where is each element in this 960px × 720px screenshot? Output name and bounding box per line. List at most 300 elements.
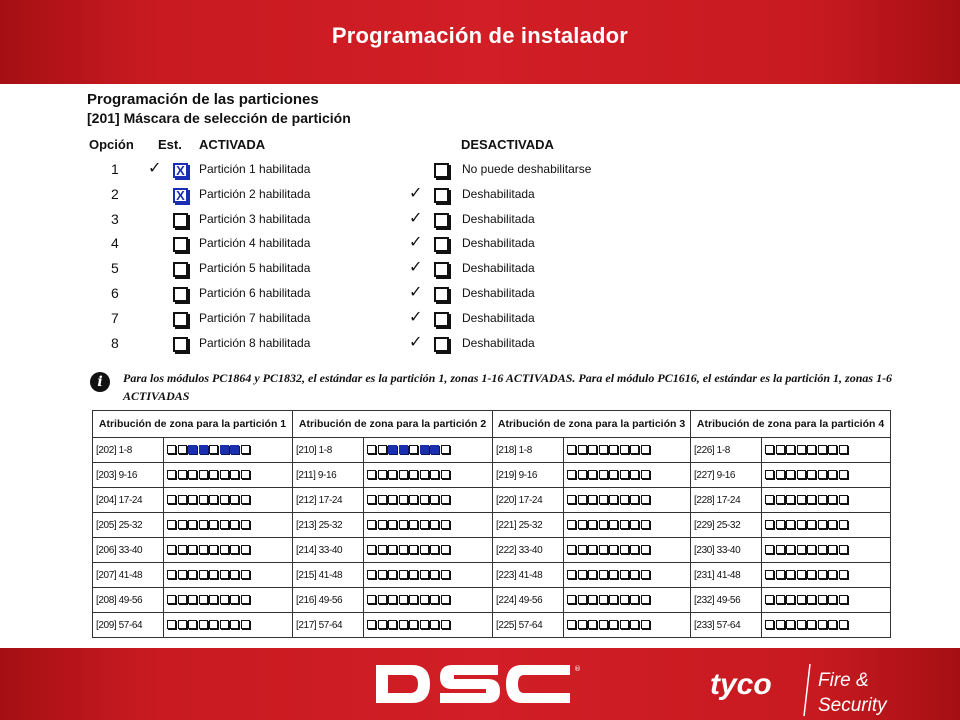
disabled-checkbox[interactable] bbox=[434, 213, 449, 228]
zone-checkbox[interactable] bbox=[828, 595, 837, 604]
zone-checkbox[interactable] bbox=[378, 620, 387, 629]
zone-checkbox[interactable] bbox=[630, 445, 639, 454]
zone-checkbox[interactable] bbox=[786, 620, 795, 629]
zone-checkbox-group bbox=[564, 488, 691, 513]
zone-checkbox[interactable] bbox=[430, 520, 439, 529]
zone-table-row bbox=[93, 438, 891, 463]
zone-checkbox[interactable] bbox=[588, 545, 597, 554]
zone-checkbox[interactable] bbox=[409, 495, 418, 504]
zone-checkbox[interactable] bbox=[828, 570, 837, 579]
zone-checkbox[interactable] bbox=[578, 495, 587, 504]
zone-checkbox[interactable] bbox=[420, 620, 429, 629]
zone-section-label: [205] 25-32 bbox=[93, 513, 164, 538]
zone-checkbox[interactable] bbox=[167, 570, 176, 579]
zone-checkbox[interactable] bbox=[839, 445, 848, 454]
zone-checkbox[interactable] bbox=[188, 445, 197, 454]
zone-checkbox[interactable] bbox=[199, 620, 208, 629]
zone-checkbox[interactable] bbox=[797, 520, 806, 529]
zone-checkbox-group bbox=[364, 488, 493, 513]
default-check-icon: ✓ bbox=[409, 259, 423, 277]
zone-checkbox[interactable] bbox=[567, 545, 576, 554]
zone-checkbox[interactable] bbox=[209, 445, 218, 454]
zone-checkbox[interactable] bbox=[420, 520, 429, 529]
zone-checkbox[interactable] bbox=[388, 520, 397, 529]
zone-checkbox[interactable] bbox=[230, 595, 239, 604]
zone-checkbox[interactable] bbox=[620, 495, 629, 504]
zone-checkbox[interactable] bbox=[578, 595, 587, 604]
zone-checkbox[interactable] bbox=[409, 570, 418, 579]
zone-checkbox[interactable] bbox=[199, 495, 208, 504]
zone-checkbox[interactable] bbox=[241, 470, 250, 479]
zone-checkbox[interactable] bbox=[399, 470, 408, 479]
zone-checkbox[interactable] bbox=[588, 620, 597, 629]
zone-checkbox[interactable] bbox=[430, 445, 439, 454]
zone-checkbox[interactable] bbox=[609, 570, 618, 579]
zone-checkbox[interactable] bbox=[441, 495, 450, 504]
zone-checkbox-group bbox=[364, 588, 493, 613]
zone-checkbox[interactable] bbox=[220, 470, 229, 479]
zone-checkbox[interactable] bbox=[399, 620, 408, 629]
zone-checkbox[interactable] bbox=[378, 470, 387, 479]
zone-checkbox[interactable] bbox=[578, 445, 587, 454]
zone-checkbox[interactable] bbox=[828, 520, 837, 529]
zone-checkbox[interactable] bbox=[220, 595, 229, 604]
enabled-checkbox[interactable] bbox=[173, 312, 188, 327]
zone-checkbox[interactable] bbox=[230, 470, 239, 479]
zone-checkbox[interactable] bbox=[220, 545, 229, 554]
zone-checkbox[interactable] bbox=[220, 520, 229, 529]
zone-checkbox[interactable] bbox=[567, 520, 576, 529]
zone-checkbox[interactable] bbox=[818, 520, 827, 529]
zone-checkbox[interactable] bbox=[776, 470, 785, 479]
zone-checkbox[interactable] bbox=[609, 520, 618, 529]
zone-checkbox[interactable] bbox=[241, 570, 250, 579]
zone-checkbox[interactable] bbox=[178, 545, 187, 554]
zone-checkbox[interactable] bbox=[599, 495, 608, 504]
zone-checkbox[interactable] bbox=[620, 520, 629, 529]
zone-checkbox[interactable] bbox=[167, 545, 176, 554]
zone-checkbox[interactable] bbox=[209, 470, 218, 479]
zone-checkbox[interactable] bbox=[620, 570, 629, 579]
zone-checkbox[interactable] bbox=[567, 595, 576, 604]
disabled-checkbox[interactable] bbox=[434, 163, 449, 178]
zone-checkbox[interactable] bbox=[388, 620, 397, 629]
zone-checkbox[interactable] bbox=[209, 495, 218, 504]
zone-checkbox-group bbox=[564, 538, 691, 563]
zone-checkbox[interactable] bbox=[188, 520, 197, 529]
zone-checkbox[interactable] bbox=[420, 495, 429, 504]
zone-checkbox[interactable] bbox=[828, 545, 837, 554]
zone-checkbox[interactable] bbox=[409, 620, 418, 629]
disabled-checkbox[interactable] bbox=[434, 262, 449, 277]
zone-checkbox[interactable] bbox=[630, 495, 639, 504]
zone-checkbox[interactable] bbox=[420, 545, 429, 554]
zone-checkbox[interactable] bbox=[388, 545, 397, 554]
zone-checkbox[interactable] bbox=[430, 620, 439, 629]
zone-checkbox[interactable] bbox=[567, 570, 576, 579]
zone-checkbox[interactable] bbox=[797, 445, 806, 454]
zone-checkbox[interactable] bbox=[199, 545, 208, 554]
zone-checkbox[interactable] bbox=[620, 595, 629, 604]
zone-checkbox[interactable] bbox=[441, 595, 450, 604]
enabled-checkbox[interactable] bbox=[173, 337, 188, 352]
zone-checkbox[interactable] bbox=[797, 470, 806, 479]
zone-checkbox[interactable] bbox=[609, 470, 618, 479]
zone-checkbox[interactable] bbox=[620, 545, 629, 554]
zone-checkbox[interactable] bbox=[786, 495, 795, 504]
zone-checkbox[interactable] bbox=[367, 545, 376, 554]
enabled-label: Partición 2 habilitada bbox=[199, 186, 311, 201]
zone-checkbox[interactable] bbox=[776, 570, 785, 579]
zone-checkbox[interactable] bbox=[220, 570, 229, 579]
zone-checkbox[interactable] bbox=[818, 470, 827, 479]
zone-checkbox[interactable] bbox=[807, 570, 816, 579]
zone-checkbox[interactable] bbox=[209, 570, 218, 579]
zone-checkbox[interactable] bbox=[641, 595, 650, 604]
zone-checkbox[interactable] bbox=[567, 620, 576, 629]
zone-checkbox[interactable] bbox=[441, 445, 450, 454]
zone-checkbox[interactable] bbox=[199, 520, 208, 529]
zone-checkbox[interactable] bbox=[378, 445, 387, 454]
zone-checkbox[interactable] bbox=[409, 520, 418, 529]
zone-checkbox[interactable] bbox=[776, 520, 785, 529]
zone-checkbox[interactable] bbox=[178, 495, 187, 504]
zone-checkbox[interactable] bbox=[367, 495, 376, 504]
zone-checkbox[interactable] bbox=[167, 470, 176, 479]
zone-checkbox[interactable] bbox=[209, 545, 218, 554]
zone-checkbox[interactable] bbox=[609, 445, 618, 454]
zone-checkbox[interactable] bbox=[388, 595, 397, 604]
zone-checkbox[interactable] bbox=[367, 570, 376, 579]
zone-checkbox[interactable] bbox=[807, 445, 816, 454]
zone-checkbox[interactable] bbox=[641, 620, 650, 629]
column-header-disabled: DESACTIVADA bbox=[461, 137, 554, 152]
zone-checkbox[interactable] bbox=[828, 470, 837, 479]
zone-checkbox[interactable] bbox=[399, 595, 408, 604]
zone-checkbox[interactable] bbox=[230, 520, 239, 529]
zone-table-body bbox=[93, 438, 891, 638]
zone-checkbox[interactable] bbox=[167, 520, 176, 529]
zone-section-label: [222] 33-40 bbox=[493, 538, 564, 563]
zone-checkbox[interactable] bbox=[807, 470, 816, 479]
zone-section-label: [217] 57-64 bbox=[293, 613, 364, 638]
zone-checkbox[interactable] bbox=[409, 445, 418, 454]
zone-checkbox[interactable] bbox=[430, 545, 439, 554]
zone-checkbox[interactable] bbox=[765, 520, 774, 529]
zone-checkbox[interactable] bbox=[178, 520, 187, 529]
zone-checkbox[interactable] bbox=[641, 570, 650, 579]
zone-checkbox[interactable] bbox=[430, 495, 439, 504]
zone-checkbox[interactable] bbox=[839, 495, 848, 504]
disabled-checkbox[interactable] bbox=[434, 287, 449, 302]
zone-checkbox[interactable] bbox=[241, 520, 250, 529]
option-row bbox=[0, 282, 960, 306]
zone-checkbox[interactable] bbox=[209, 520, 218, 529]
zone-checkbox[interactable] bbox=[839, 545, 848, 554]
disabled-checkbox[interactable] bbox=[434, 188, 449, 203]
zone-checkbox[interactable] bbox=[441, 545, 450, 554]
zone-checkbox[interactable] bbox=[220, 620, 229, 629]
zone-checkbox[interactable] bbox=[620, 445, 629, 454]
zone-checkbox[interactable] bbox=[797, 495, 806, 504]
zone-checkbox[interactable] bbox=[578, 470, 587, 479]
zone-checkbox[interactable] bbox=[641, 495, 650, 504]
disabled-checkbox[interactable] bbox=[434, 237, 449, 252]
zone-checkbox[interactable] bbox=[199, 470, 208, 479]
zone-header-partition-1: Atribución de zona para la partición 1 bbox=[93, 411, 293, 438]
zone-checkbox[interactable] bbox=[609, 620, 618, 629]
zone-checkbox[interactable] bbox=[230, 545, 239, 554]
zone-checkbox[interactable] bbox=[409, 545, 418, 554]
zone-checkbox[interactable] bbox=[241, 545, 250, 554]
zone-checkbox[interactable] bbox=[199, 595, 208, 604]
zone-checkbox[interactable] bbox=[378, 520, 387, 529]
zone-checkbox[interactable] bbox=[220, 495, 229, 504]
zone-checkbox[interactable] bbox=[588, 495, 597, 504]
zone-section-label: [216] 49-56 bbox=[293, 588, 364, 613]
zone-checkbox[interactable] bbox=[399, 545, 408, 554]
zone-checkbox[interactable] bbox=[839, 570, 848, 579]
zone-checkbox[interactable] bbox=[588, 520, 597, 529]
zone-checkbox[interactable] bbox=[188, 470, 197, 479]
zone-checkbox[interactable] bbox=[588, 595, 597, 604]
zone-checkbox[interactable] bbox=[599, 620, 608, 629]
zone-checkbox[interactable] bbox=[378, 495, 387, 504]
zone-checkbox[interactable] bbox=[839, 520, 848, 529]
zone-checkbox[interactable] bbox=[378, 570, 387, 579]
zone-checkbox[interactable] bbox=[588, 470, 597, 479]
zone-checkbox[interactable] bbox=[209, 620, 218, 629]
zone-checkbox-group bbox=[364, 463, 493, 488]
zone-checkbox[interactable] bbox=[620, 470, 629, 479]
zone-checkbox[interactable] bbox=[641, 445, 650, 454]
zone-checkbox[interactable] bbox=[776, 595, 785, 604]
zone-checkbox[interactable] bbox=[199, 445, 208, 454]
enabled-checkbox[interactable] bbox=[173, 237, 188, 252]
zone-checkbox[interactable] bbox=[178, 445, 187, 454]
zone-checkbox[interactable] bbox=[765, 620, 774, 629]
zone-checkbox[interactable] bbox=[828, 445, 837, 454]
zone-checkbox[interactable] bbox=[388, 570, 397, 579]
zone-checkbox[interactable] bbox=[776, 445, 785, 454]
zone-checkbox[interactable] bbox=[178, 570, 187, 579]
zone-checkbox[interactable] bbox=[220, 445, 229, 454]
zone-checkbox[interactable] bbox=[367, 520, 376, 529]
zone-checkbox[interactable] bbox=[241, 595, 250, 604]
zone-checkbox[interactable] bbox=[420, 570, 429, 579]
zone-checkbox[interactable] bbox=[797, 620, 806, 629]
zone-checkbox[interactable] bbox=[641, 520, 650, 529]
zone-checkbox[interactable] bbox=[399, 445, 408, 454]
zone-checkbox[interactable] bbox=[620, 620, 629, 629]
zone-checkbox[interactable] bbox=[230, 570, 239, 579]
zone-checkbox[interactable] bbox=[786, 445, 795, 454]
zone-checkbox[interactable] bbox=[797, 545, 806, 554]
zone-checkbox[interactable] bbox=[630, 595, 639, 604]
zone-section-label: [209] 57-64 bbox=[93, 613, 164, 638]
zone-checkbox[interactable] bbox=[241, 495, 250, 504]
zone-checkbox[interactable] bbox=[188, 570, 197, 579]
zone-checkbox[interactable] bbox=[807, 620, 816, 629]
zone-checkbox-group bbox=[564, 563, 691, 588]
zone-checkbox[interactable] bbox=[786, 570, 795, 579]
zone-checkbox[interactable] bbox=[599, 520, 608, 529]
zone-checkbox[interactable] bbox=[786, 470, 795, 479]
zone-checkbox[interactable] bbox=[839, 620, 848, 629]
zone-checkbox[interactable] bbox=[388, 495, 397, 504]
zone-checkbox[interactable] bbox=[399, 520, 408, 529]
zone-checkbox[interactable] bbox=[178, 470, 187, 479]
zone-checkbox[interactable] bbox=[828, 620, 837, 629]
zone-checkbox[interactable] bbox=[441, 470, 450, 479]
zone-checkbox[interactable] bbox=[599, 445, 608, 454]
column-header-option: Opción bbox=[89, 137, 134, 152]
zone-checkbox[interactable] bbox=[209, 595, 218, 604]
zone-checkbox[interactable] bbox=[167, 445, 176, 454]
enabled-checkbox[interactable] bbox=[173, 287, 188, 302]
zone-checkbox[interactable] bbox=[818, 595, 827, 604]
zone-checkbox[interactable] bbox=[420, 445, 429, 454]
zone-checkbox[interactable] bbox=[378, 595, 387, 604]
zone-checkbox[interactable] bbox=[599, 595, 608, 604]
enabled-label: Partición 7 habilitada bbox=[199, 310, 311, 325]
enabled-checkbox[interactable]: X bbox=[173, 163, 188, 178]
zone-checkbox[interactable] bbox=[441, 520, 450, 529]
zone-checkbox[interactable] bbox=[807, 520, 816, 529]
zone-checkbox[interactable] bbox=[578, 520, 587, 529]
svg-text:Fire &: Fire & bbox=[818, 670, 869, 691]
zone-checkbox-group bbox=[564, 463, 691, 488]
zone-checkbox[interactable] bbox=[567, 470, 576, 479]
zone-checkbox[interactable] bbox=[765, 570, 774, 579]
zone-checkbox[interactable] bbox=[641, 545, 650, 554]
zone-checkbox[interactable] bbox=[178, 595, 187, 604]
zone-checkbox[interactable] bbox=[765, 545, 774, 554]
zone-checkbox[interactable] bbox=[765, 445, 774, 454]
zone-checkbox[interactable] bbox=[441, 570, 450, 579]
zone-checkbox[interactable] bbox=[188, 595, 197, 604]
zone-checkbox[interactable] bbox=[599, 545, 608, 554]
zone-checkbox[interactable] bbox=[797, 570, 806, 579]
zone-checkbox[interactable] bbox=[167, 620, 176, 629]
zone-checkbox-group bbox=[364, 513, 493, 538]
zone-checkbox[interactable] bbox=[578, 545, 587, 554]
zone-checkbox[interactable] bbox=[776, 545, 785, 554]
zone-checkbox[interactable] bbox=[839, 595, 848, 604]
zone-checkbox[interactable] bbox=[388, 470, 397, 479]
enabled-checkbox[interactable]: X bbox=[173, 188, 188, 203]
zone-checkbox[interactable] bbox=[230, 620, 239, 629]
zone-checkbox[interactable] bbox=[409, 595, 418, 604]
zone-checkbox[interactable] bbox=[578, 570, 587, 579]
zone-checkbox[interactable] bbox=[630, 470, 639, 479]
zone-checkbox[interactable] bbox=[230, 445, 239, 454]
zone-checkbox[interactable] bbox=[409, 470, 418, 479]
zone-checkbox[interactable] bbox=[388, 445, 397, 454]
zone-checkbox[interactable] bbox=[765, 470, 774, 479]
zone-checkbox[interactable] bbox=[630, 570, 639, 579]
zone-checkbox[interactable] bbox=[430, 470, 439, 479]
zone-checkbox[interactable] bbox=[367, 470, 376, 479]
zone-checkbox[interactable] bbox=[828, 495, 837, 504]
zone-checkbox[interactable] bbox=[609, 595, 618, 604]
zone-section-label: [202] 1-8 bbox=[93, 438, 164, 463]
zone-checkbox[interactable] bbox=[578, 620, 587, 629]
zone-checkbox[interactable] bbox=[588, 445, 597, 454]
zone-checkbox[interactable] bbox=[420, 470, 429, 479]
zone-checkbox[interactable] bbox=[188, 495, 197, 504]
zone-checkbox[interactable] bbox=[797, 595, 806, 604]
zone-checkbox[interactable] bbox=[807, 595, 816, 604]
zone-checkbox[interactable] bbox=[367, 445, 376, 454]
zone-checkbox[interactable] bbox=[430, 570, 439, 579]
zone-checkbox[interactable] bbox=[230, 495, 239, 504]
zone-checkbox[interactable] bbox=[786, 520, 795, 529]
zone-checkbox[interactable] bbox=[167, 495, 176, 504]
zone-checkbox[interactable] bbox=[399, 495, 408, 504]
zone-checkbox[interactable] bbox=[399, 570, 408, 579]
zone-checkbox[interactable] bbox=[199, 570, 208, 579]
zone-checkbox[interactable] bbox=[807, 495, 816, 504]
zone-checkbox[interactable] bbox=[430, 595, 439, 604]
zone-checkbox[interactable] bbox=[786, 545, 795, 554]
zone-checkbox[interactable] bbox=[765, 495, 774, 504]
zone-checkbox[interactable] bbox=[567, 445, 576, 454]
zone-checkbox[interactable] bbox=[641, 470, 650, 479]
zone-checkbox[interactable] bbox=[818, 545, 827, 554]
zone-checkbox[interactable] bbox=[765, 595, 774, 604]
zone-checkbox[interactable] bbox=[776, 495, 785, 504]
zone-checkbox[interactable] bbox=[178, 620, 187, 629]
zone-checkbox[interactable] bbox=[241, 445, 250, 454]
zone-table-row bbox=[93, 588, 891, 613]
zone-checkbox[interactable] bbox=[818, 570, 827, 579]
zone-checkbox[interactable] bbox=[609, 545, 618, 554]
zone-checkbox[interactable] bbox=[420, 595, 429, 604]
zone-checkbox[interactable] bbox=[818, 620, 827, 629]
default-check-icon: ✓ bbox=[409, 284, 423, 301]
zone-checkbox[interactable] bbox=[776, 620, 785, 629]
disabled-checkbox[interactable] bbox=[434, 337, 449, 352]
disabled-checkbox[interactable] bbox=[434, 312, 449, 327]
zone-checkbox[interactable] bbox=[188, 620, 197, 629]
zone-checkbox[interactable] bbox=[609, 495, 618, 504]
zone-checkbox[interactable] bbox=[441, 620, 450, 629]
zone-checkbox-group bbox=[564, 513, 691, 538]
zone-checkbox[interactable] bbox=[378, 545, 387, 554]
zone-checkbox[interactable] bbox=[818, 445, 827, 454]
zone-checkbox[interactable] bbox=[786, 595, 795, 604]
zone-checkbox[interactable] bbox=[367, 620, 376, 629]
section-subtitle: [201] Máscara de selección de partición bbox=[87, 110, 351, 126]
zone-checkbox[interactable] bbox=[588, 570, 597, 579]
zone-checkbox[interactable] bbox=[167, 595, 176, 604]
enabled-checkbox[interactable] bbox=[173, 262, 188, 277]
zone-checkbox[interactable] bbox=[839, 470, 848, 479]
zone-checkbox[interactable] bbox=[367, 595, 376, 604]
zone-checkbox[interactable] bbox=[567, 495, 576, 504]
zone-checkbox[interactable] bbox=[818, 495, 827, 504]
zone-checkbox[interactable] bbox=[630, 545, 639, 554]
zone-checkbox[interactable] bbox=[630, 520, 639, 529]
zone-checkbox[interactable] bbox=[241, 620, 250, 629]
zone-checkbox[interactable] bbox=[599, 470, 608, 479]
enabled-checkbox[interactable] bbox=[173, 213, 188, 228]
zone-checkbox[interactable] bbox=[630, 620, 639, 629]
zone-checkbox[interactable] bbox=[807, 545, 816, 554]
zone-checkbox[interactable] bbox=[599, 570, 608, 579]
zone-checkbox[interactable] bbox=[188, 545, 197, 554]
